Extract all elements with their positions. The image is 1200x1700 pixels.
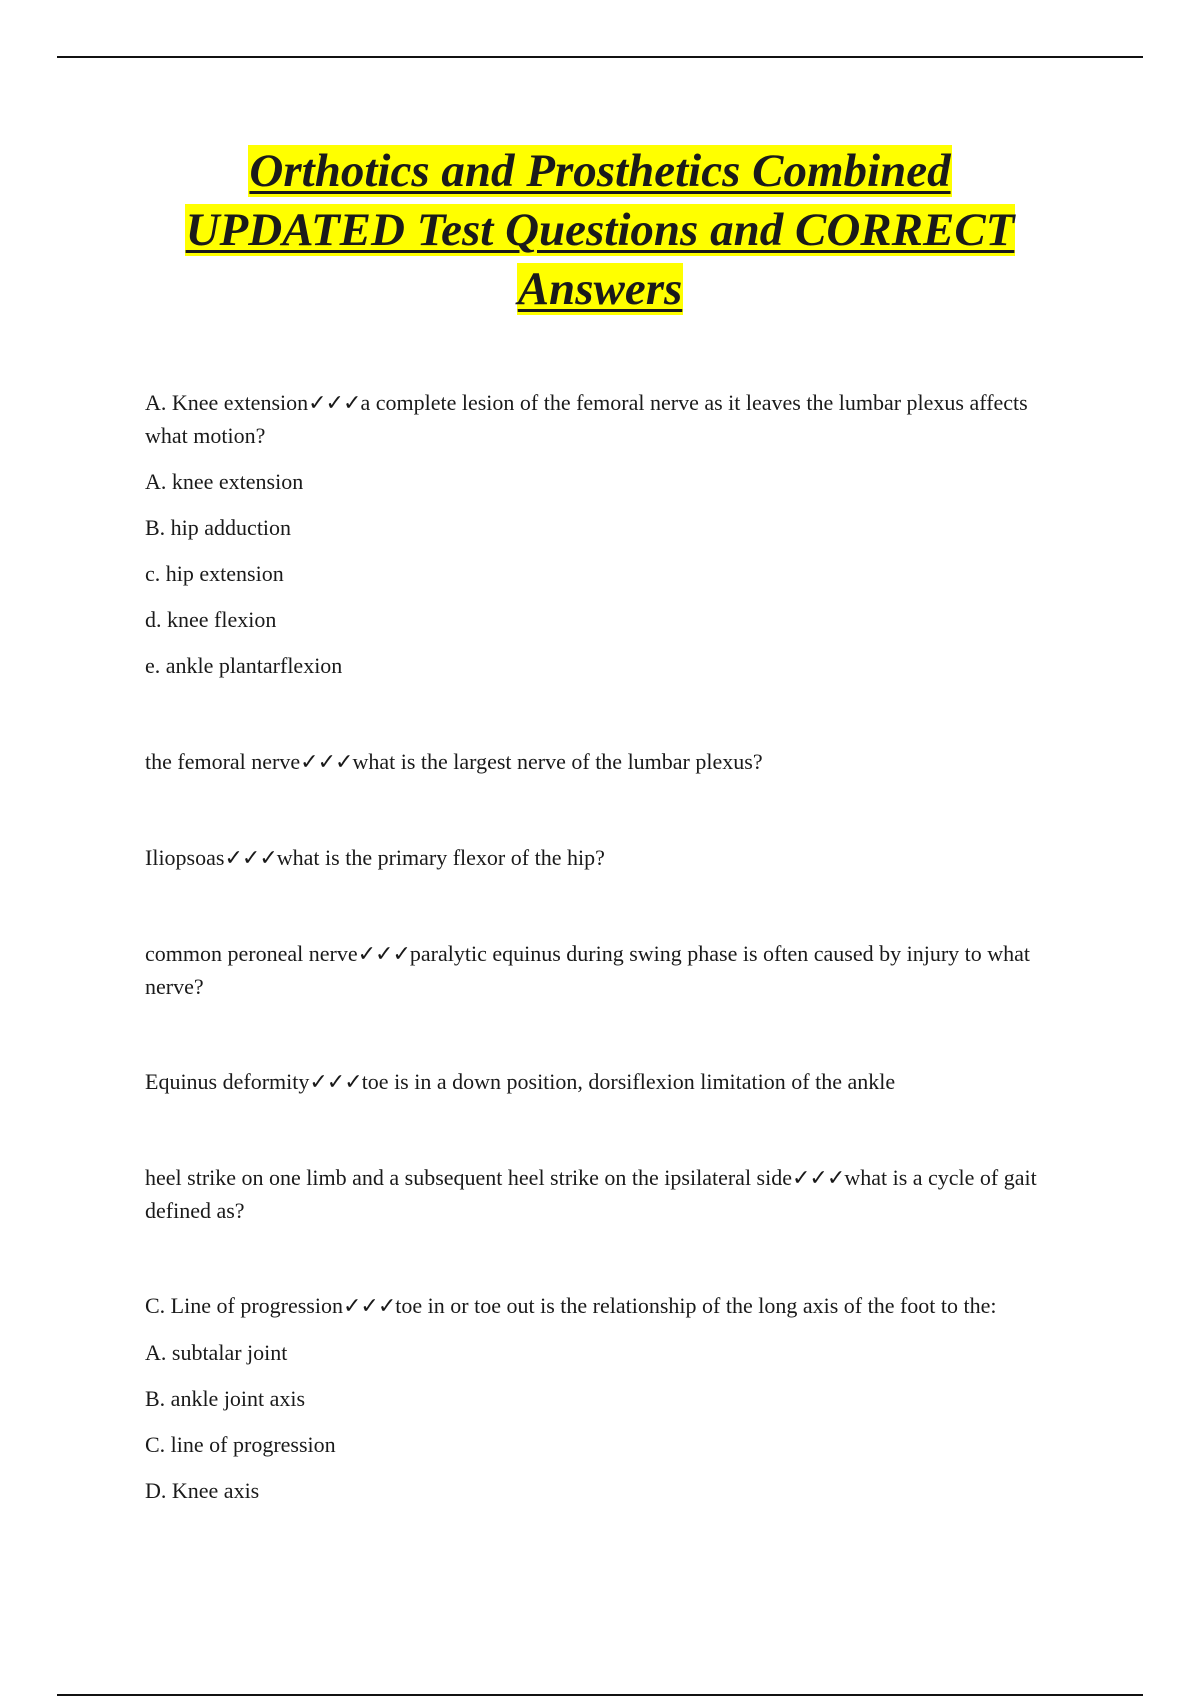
answer-text: Iliopsoas — [145, 845, 225, 870]
title-line-2: UPDATED Test Questions and CORRECT — [185, 204, 1015, 256]
option-item: e. ankle plantarflexion — [145, 653, 343, 678]
option-item: B. hip adduction — [145, 515, 292, 540]
check-marks-icon: ✓✓✓ — [357, 942, 410, 967]
option-item: C. line of progression — [145, 1432, 336, 1457]
answer-text: the femoral nerve — [145, 749, 301, 774]
option-item: c. hip extension — [145, 561, 284, 586]
question-text: what is the largest nerve of the lumbar plexus? — [352, 749, 763, 774]
check-marks-icon: ✓✓✓ — [308, 391, 361, 416]
answer-text: heel strike on one limb and a subsequent heel strike on the ipsilateral side — [145, 1165, 792, 1190]
question-text: paralytic equinus during swing phase is often caused by injury to what nerve? — [145, 941, 1031, 999]
title-line-3: Answers — [517, 263, 683, 315]
qa-item-hip-flexor — [145, 842, 1060, 875]
header-rule — [57, 56, 1143, 58]
answer-text: A. Knee extension — [145, 390, 309, 415]
answer-text: C. Line of progression — [145, 1293, 343, 1318]
qa-item-gait-cycle — [145, 1162, 1060, 1227]
option-item: d. knee flexion — [145, 607, 277, 632]
question-text: a complete lesion of the femoral nerve as it leaves the lumbar plexus affects what motion? — [145, 390, 1028, 448]
option-item: A. subtalar joint — [145, 1340, 288, 1365]
question-text: toe is in a down position, dorsiflexion limitation of the ankle — [361, 1069, 896, 1094]
qa-item-toe-in-out — [145, 1290, 1060, 1323]
qa-item-peroneal-nerve — [145, 938, 1060, 1003]
answer-text: common peroneal nerve — [145, 941, 358, 966]
qa-item-equinus — [145, 1066, 1060, 1099]
check-marks-icon: ✓✓✓ — [309, 1070, 362, 1095]
title-line-1: Orthotics and Prosthetics Combined — [249, 145, 951, 197]
check-marks-icon: ✓✓✓ — [300, 750, 353, 775]
check-marks-icon: ✓✓✓ — [224, 846, 277, 871]
footer-rule — [57, 1694, 1143, 1696]
qa-item-femoral-lesion — [145, 387, 1060, 452]
check-marks-icon: ✓✓✓ — [792, 1166, 845, 1191]
option-item: B. ankle joint axis — [145, 1386, 306, 1411]
question-text: toe in or toe out is the relationship of the long axis of the foot to the: — [395, 1293, 997, 1318]
answer-text: Equinus deformity — [145, 1069, 310, 1094]
check-marks-icon: ✓✓✓ — [342, 1294, 396, 1319]
question-text: what is a cycle of gait defined as? — [145, 1165, 1037, 1223]
document-title — [60, 142, 1140, 319]
question-text: what is the primary flexor of the hip? — [276, 845, 605, 870]
option-item: D. Knee axis — [145, 1478, 260, 1503]
option-item: A. knee extension — [145, 469, 304, 494]
qa-list — [145, 387, 1060, 1507]
qa-item-largest-nerve — [145, 746, 1060, 779]
